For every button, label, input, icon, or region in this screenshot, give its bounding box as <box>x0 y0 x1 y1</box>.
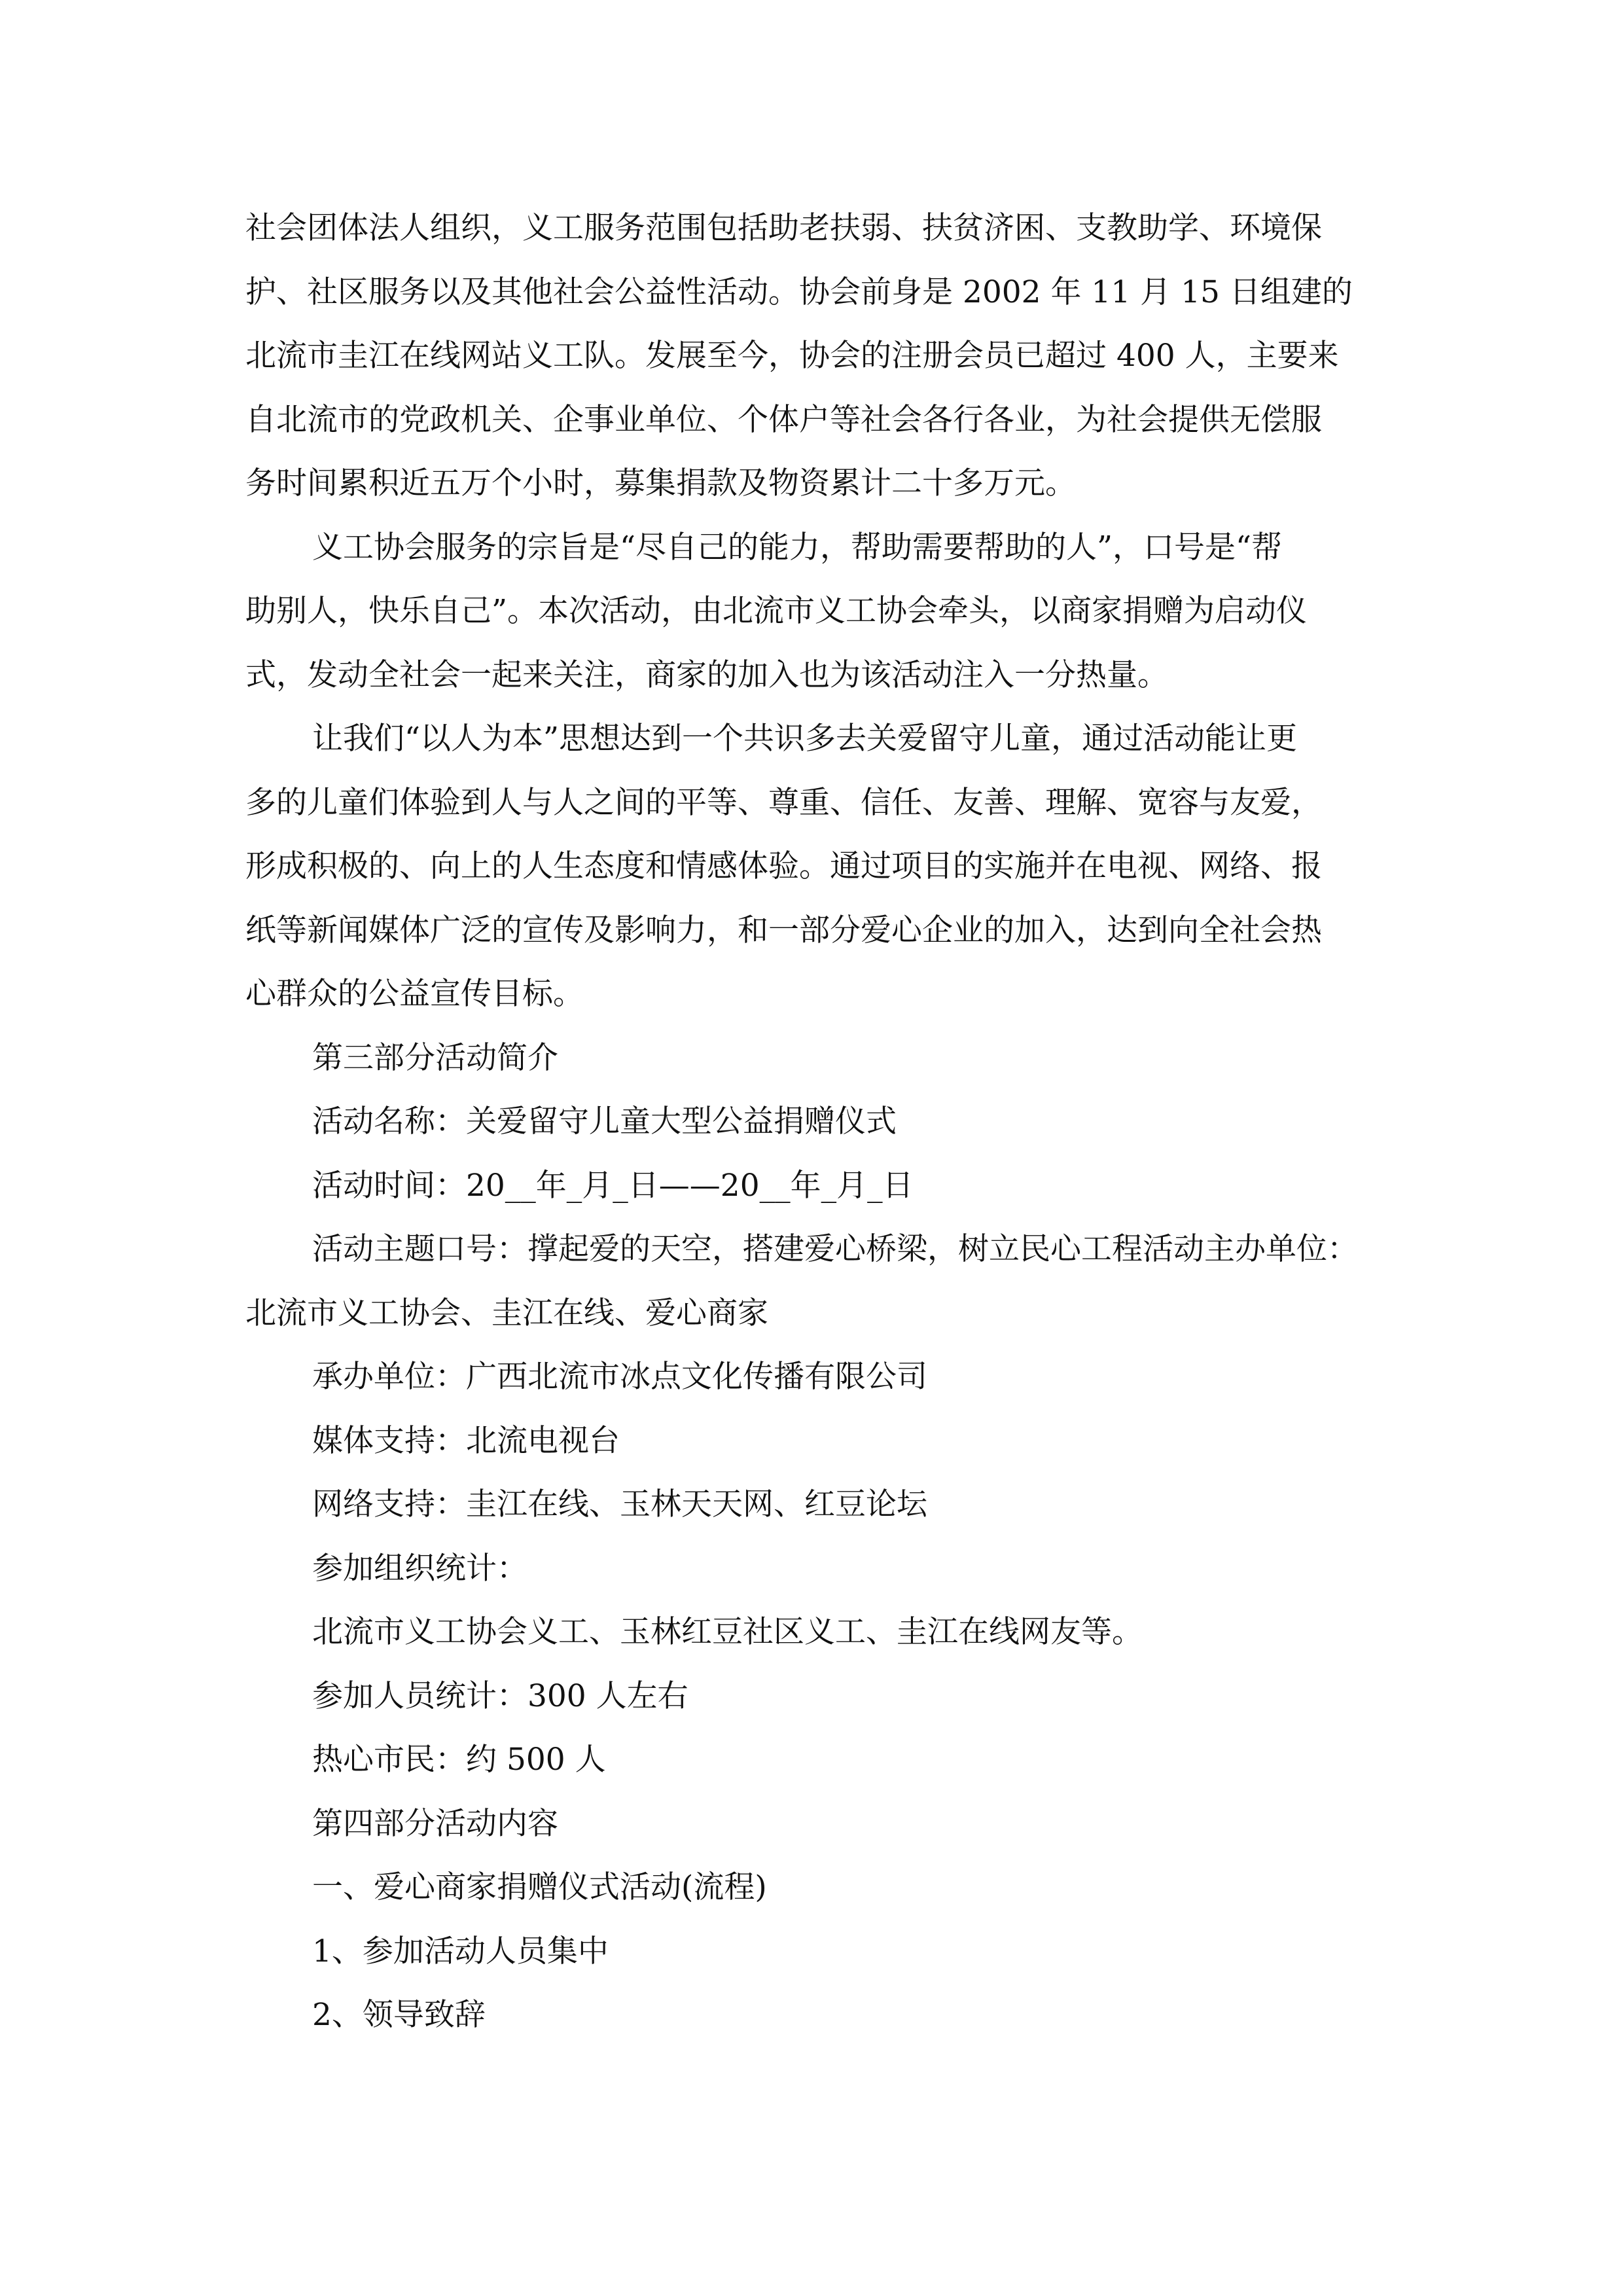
text-line: 北流市义工协会义工、玉林红豆社区义工、圭江在线网友等。 <box>312 1614 1143 1650</box>
text-line: 活动名称：关爱留守儿童大型公益捐赠仪式 <box>312 1103 897 1139</box>
text-line: 助别人，快乐自己”。本次活动，由北流市义工协会牵头，以商家捐赠为启动仪 <box>245 593 1308 629</box>
text-line: 参加组织统计： <box>312 1550 527 1587</box>
text-line: 社会团体法人组织，义工服务范围包括助老扶弱、扶贫济困、支教助学、环境保 <box>245 210 1322 246</box>
section-heading: 第四部分活动内容 <box>312 1805 558 1842</box>
text-line: 北流市义工协会、圭江在线、爱心商家 <box>245 1295 768 1331</box>
text-line: 义工协会服务的宗旨是“尽自己的能力，帮助需要帮助的人”，口号是“帮 <box>312 529 1283 565</box>
text-line: 一、爱心商家捐赠仪式活动(流程) <box>312 1869 767 1905</box>
section-heading: 第三部分活动简介 <box>312 1039 558 1076</box>
text-line: 媒体支持：北流电视台 <box>312 1422 620 1459</box>
text-line: 承办单位：广西北流市冰点文化传播有限公司 <box>312 1359 927 1395</box>
document-page <box>245 196 1378 2047</box>
text-line: 式，发动全社会一起来关注，商家的加入也为该活动注入一分热量。 <box>245 656 1168 693</box>
text-line: 心群众的公益宣传目标。 <box>245 976 584 1012</box>
text-line: 务时间累积近五万个小时，募集捐款及物资累计二十多万元。 <box>245 465 1076 501</box>
list-item: 2、领导致辞 <box>312 1997 486 2033</box>
list-item: 1、参加活动人员集中 <box>312 1933 609 1969</box>
text-line: 热心市民：约 500 人 <box>312 1742 606 1778</box>
text-line: 活动主题口号：撑起爱的天空，搭建爱心桥梁，树立民心工程活动主办单位： <box>312 1231 1358 1267</box>
text-line: 自北流市的党政机关、企事业单位、个体户等社会各行各业，为社会提供无偿服 <box>245 401 1322 438</box>
text-line: 多的儿童们体验到人与人之间的平等、尊重、信任、友善、理解、宽容与友爱， <box>245 784 1322 821</box>
text-line: 活动时间：20__年_月_日——20__年_月_日 <box>312 1167 914 1204</box>
text-line: 护、社区服务以及其他社会公益性活动。协会前身是 2002 年 11 月 15 日组建的 <box>245 274 1353 310</box>
text-line: 纸等新闻媒体广泛的宣传及影响力，和一部分爱心企业的加入，达到向全社会热 <box>245 912 1322 948</box>
text-line: 网络支持：圭江在线、玉林天天网、红豆论坛 <box>312 1486 927 1522</box>
text-line: 让我们“以人为本”思想达到一个共识多去关爱留守儿童，通过活动能让更 <box>312 721 1298 757</box>
text-line: 参加人员统计：300 人左右 <box>312 1677 688 1714</box>
text-line: 形成积极的、向上的人生态度和情感体验。通过项目的实施并在电视、网络、报 <box>245 848 1322 884</box>
text-line: 北流市圭江在线网站义工队。发展至今，协会的注册会员已超过 400 人，主要来 <box>245 338 1339 374</box>
